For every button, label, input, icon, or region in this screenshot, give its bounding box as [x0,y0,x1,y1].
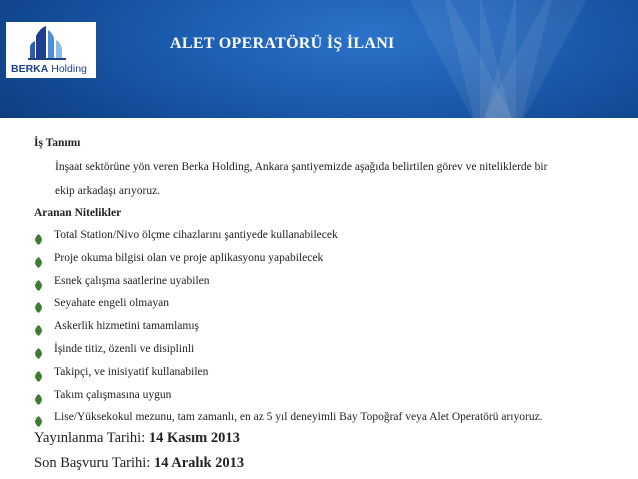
leaf-bullet-icon [34,232,43,250]
job-description-line-1: İnşaat sektörüne yön veren Berka Holding, Ankara şantiyemizde aşağıda belirtilen görev ve niteliklerde bir [55,161,548,173]
list-item-text: Esnek çalışma saatlerine uyabilen [54,274,210,287]
published-label: Yayınlanma Tarihi: [34,430,149,446]
deadline-value: 14 Aralık 2013 [153,455,245,471]
page-title: ALET OPERATÖRÜ İŞ İLANI [170,35,395,52]
list-item-text: İşinde titiz, özenli ve disiplinli [54,343,195,355]
leaf-bullet-icon [34,300,43,318]
leaf-bullet-icon [34,323,43,341]
list-item-text: Seyahate engeli olmayan [54,297,169,310]
list-item-text: Askerlik hizmetini tamamlamış [54,320,199,333]
job-description-heading: İş Tanımı [34,137,81,149]
list-item-text: Total Station/Nivo ölçme cihazlarını şantiyede kullanabilecek [54,229,338,241]
list-item-text: Takım çalışmasına uygun [54,388,172,401]
list-item-text: Proje okuma bilgisi olan ve proje aplikasyonu yapabilecek [54,251,324,264]
published-date-line [34,430,240,447]
qualifications-heading: Aranan Nitelikler [34,207,122,219]
deadline-date-line [34,455,244,472]
job-description-line-2: ekip arkadaşı arıyoruz. [55,185,161,197]
leaf-bullet-icon [34,346,43,364]
list-item-text: Lise/Yüksekokul mezunu, tam zamanlı, en az 5 yıl deneyimli Bay Topoğraf veya Alet Operatörü arıyoruz. [54,411,543,424]
leaf-bullet-icon [34,392,43,410]
deadline-label: Son Başvuru Tarihi: [34,455,154,471]
list-item-text: Takipçi, ve inisiyatif kullanabilen [54,365,209,378]
leaf-bullet-icon [34,278,43,296]
published-value: 14 Kasım 2013 [148,430,240,446]
leaf-bullet-icon [34,369,43,387]
logo-text: BERKA Holding [11,63,87,75]
leaf-bullet-icon [34,255,43,273]
